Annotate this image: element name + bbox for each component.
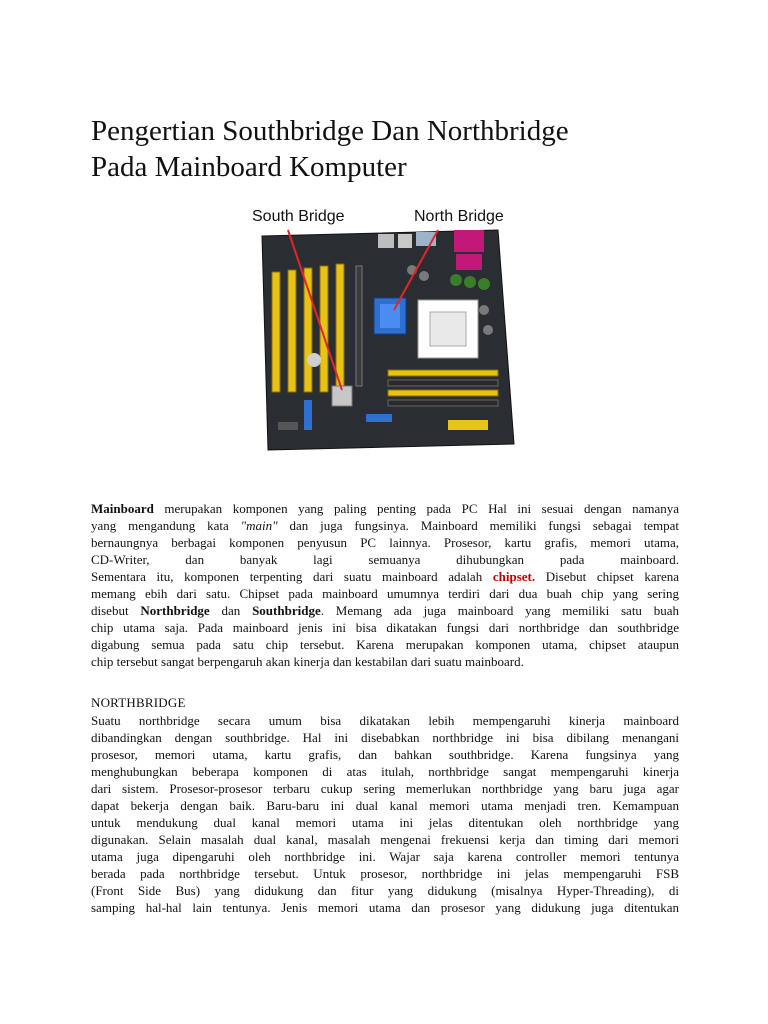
p2-line: dapat bekerja dengan baik. Baru-baru ini dual kanal memori utama menjadi tren. Kemampuan	[91, 798, 679, 813]
p2-line: (Front Side Bus) yang didukung dan fitur yang didukung (misalnya Hyper-Threading), di	[91, 883, 679, 898]
p2-line: untuk mendukung dual kanal memori utama ini jelas ditentukan oleh northbridge yang	[91, 815, 679, 830]
p1-line: memang ebih dari satu. Chipset pada mainboard umumnya terdiri dari dua buah chip yang sering	[91, 586, 679, 601]
document-title	[91, 113, 691, 185]
p1-line: bernaungnya berbagai komponen penyusun PC lainnya. Prosesor, kartu grafis, memori utama,	[91, 535, 679, 550]
title-line-1: Pengertian Southbridge Dan Northbridge	[91, 115, 569, 147]
p2-line: samping hal-hal lain tentunya. Jenis memori utama dan prosesor yang didukung juga ditentukan	[91, 900, 679, 915]
p2-line: dari sistem. Prosesor-prosesor terbaru cukup sering memerlukan northbridge yang baru juga agar	[91, 781, 679, 796]
paragraph-mainboard	[91, 500, 679, 670]
p1-line: Sementara itu, komponen terpenting dari suatu mainboard adalah chipset. Disebut chipset karena	[91, 569, 680, 584]
p1-line: yang mengandung kata "main" dan juga fungsinya. Mainboard memiliki fungsi sebagai tempat	[91, 518, 680, 533]
p2-line: berada pada northbridge tersebut. Untuk prosesor, northbridge ini jelas mempengaruhi FSB	[91, 866, 679, 881]
p2-line: menghubungkan beberapa komponen di atas itulah, northbridge sangat mempengaruhi kinerja	[91, 764, 679, 779]
p1-line: Mainboard merupakan komponen yang paling penting pada PC Hal ini sesuai dengan namanya	[91, 501, 679, 516]
p2-line: digunakan. Selain masalah dual kanal, masalah mengenai frekuensi kerja dan timing dari memori	[91, 832, 679, 847]
p1-line: chip tersebut sangat berpengaruh akan kinerja dan kestabilan dari suatu mainboard.	[91, 654, 524, 669]
p2-line: Suatu northbridge secara umum bisa dikatakan lebih mempengaruhi kinerja mainboard	[91, 713, 679, 728]
p1-line: CD-Writer, dan banyak lagi semuanya dihubungkan pada mainboard.	[91, 552, 679, 567]
title-line-2: Pada Mainboard Komputer	[91, 151, 407, 183]
p1-line: digabung semua pada satu chip tersebut. Karena merupakan komponen utama, chipset ataupun	[91, 637, 679, 652]
p2-line: prosesor, memori utama, kartu grafis, dan bahkan southbridge. Karena fungsinya yang	[91, 747, 679, 762]
p2-line: dibandingkan dengan southbridge. Hal ini disebabkan northbridge ini bisa dibilang menangani	[91, 730, 679, 745]
chipset-link: chipset.	[492, 569, 536, 584]
paragraph-northbridge	[91, 712, 679, 916]
p1-line: disebut Northbridge dan Southbridge. Memang ada juga mainboard yang memiliki satu buah	[91, 603, 679, 618]
label-south-bridge: South Bridge	[252, 208, 345, 225]
p2-line: utama juga dipengaruhi oleh northbridge ini. Wajar saja karena controller memori tentunya	[91, 849, 679, 864]
section-heading-northbridge: NORTHBRIDGE	[91, 695, 186, 710]
p1-line: chip utama saja. Pada mainboard jenis ini bisa dikatakan fungsi dari northbridge dan southbridge	[91, 620, 679, 635]
label-north-bridge: North Bridge	[414, 208, 504, 225]
mainboard-image	[248, 200, 520, 456]
mainboard-illustration	[248, 200, 520, 456]
